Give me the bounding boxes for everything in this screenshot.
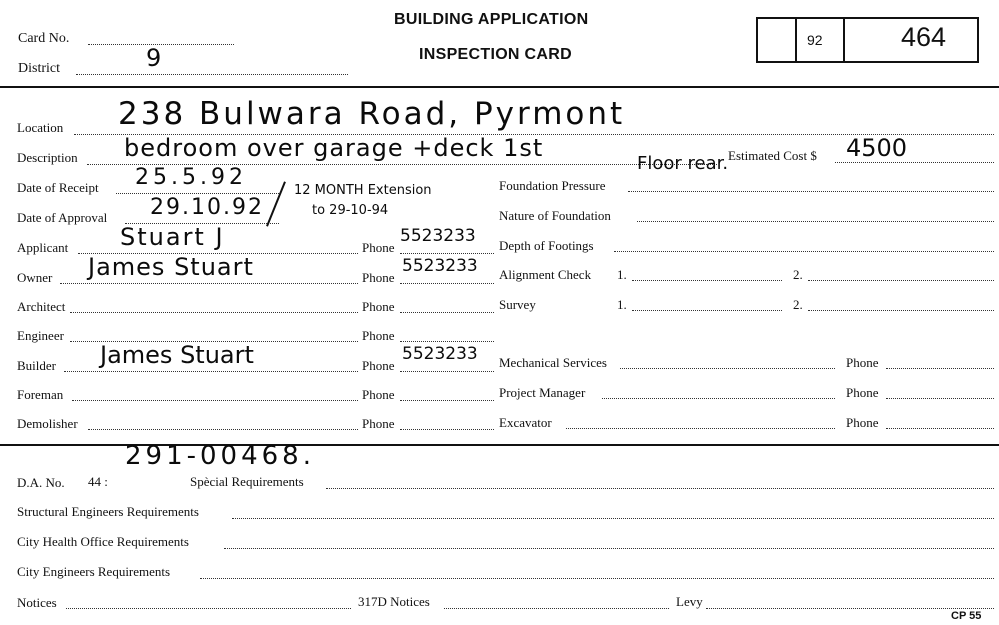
demolisher-phone-dotted-line <box>400 429 494 430</box>
card-no-label: Card No. <box>18 31 70 46</box>
architect-phone-dotted-line <box>400 312 494 313</box>
estimated-cost-label: Estimated Cost $ <box>728 148 817 163</box>
mechanical-phone-label: Phone <box>846 355 879 370</box>
builder-phone-dotted-line <box>400 371 494 372</box>
survey-label: Survey <box>499 297 536 312</box>
card-number: 464 <box>901 22 947 52</box>
special-requirements-label: Spècial Requirements <box>190 474 304 489</box>
city-engineers-label: City Engineers Requirements <box>17 564 171 579</box>
levy-label: Levy <box>676 594 703 609</box>
date-receipt-dotted-line <box>116 193 279 194</box>
district-dotted-line <box>76 74 348 75</box>
notices-label: Notices <box>17 595 57 610</box>
demolisher-label: Demolisher <box>17 416 78 431</box>
foundation-pressure-label: Foundation Pressure <box>499 178 606 193</box>
form-code: CP 55 <box>951 610 982 622</box>
description-label: Description <box>17 150 78 165</box>
architect-phone-label: Phone <box>362 299 395 314</box>
owner-phone-value: 5523233 <box>402 256 478 276</box>
depth-footings-label: Depth of Footings <box>499 238 594 253</box>
project-manager-dotted-line <box>602 398 835 399</box>
applicant-phone-label: Phone <box>362 240 395 255</box>
notices-317d-dotted-line <box>444 608 669 609</box>
excavator-label: Excavator <box>499 415 552 430</box>
foreman-phone-label: Phone <box>362 387 395 402</box>
architect-dotted-line <box>70 312 358 313</box>
demolisher-dotted-line <box>88 429 358 430</box>
alignment-check-1-dotted-line <box>632 280 782 281</box>
builder-label: Builder <box>17 358 56 373</box>
nature-foundation-dotted-line <box>637 221 994 222</box>
alignment-check-1-label: 1. <box>617 267 627 282</box>
location-label: Location <box>17 120 64 135</box>
date-approval-label: Date of Approval <box>17 210 108 225</box>
structural-engineers-label: Structural Engineers Requirements <box>17 504 199 519</box>
depth-footings-dotted-line <box>614 251 994 252</box>
extension-slash-mark <box>266 181 286 226</box>
notices-dotted-line <box>66 608 351 609</box>
date-receipt-value: 25.5.92 <box>135 165 247 190</box>
project-manager-label: Project Manager <box>499 385 586 400</box>
foreman-phone-dotted-line <box>400 400 494 401</box>
engineer-phone-dotted-line <box>400 341 494 342</box>
card-number-box <box>756 17 979 63</box>
notices-317d-label: 317D Notices <box>358 594 430 609</box>
engineer-label: Engineer <box>17 328 64 343</box>
form-title-line1: BUILDING APPLICATION <box>394 11 589 28</box>
card-year: 92 <box>807 32 823 48</box>
applicant-phone-value: 5523233 <box>400 226 476 246</box>
district-value: 9 <box>146 44 162 72</box>
extension-note-line2: to 29-10-94 <box>312 203 389 218</box>
applicant-label: Applicant <box>17 240 69 255</box>
estimated-cost-value: 4500 <box>846 134 908 162</box>
engineer-phone-label: Phone <box>362 328 395 343</box>
builder-dotted-line <box>64 371 358 372</box>
city-health-label: City Health Office Requirements <box>17 534 189 549</box>
da-no-label: D.A. No. <box>17 475 65 490</box>
survey-1-label: 1. <box>617 297 627 312</box>
location-value: 238 Bulwara Road, Pyrmont <box>118 96 626 132</box>
project-manager-phone-label: Phone <box>846 385 879 400</box>
city-health-dotted-line <box>224 548 994 549</box>
demolisher-phone-label: Phone <box>362 416 395 431</box>
date-approval-value: 29.10.92 <box>150 195 264 220</box>
extension-note-line1: 12 MONTH Extension <box>294 183 432 198</box>
description-value: bedroom over garage +deck 1st <box>124 134 544 162</box>
district-label: District <box>18 61 60 76</box>
levy-dotted-line <box>706 608 994 609</box>
owner-value: James Stuart <box>88 253 254 281</box>
owner-dotted-line <box>60 283 358 284</box>
survey-2-label: 2. <box>793 297 803 312</box>
alignment-check-label: Alignment Check <box>499 267 592 282</box>
header-divider <box>0 86 999 88</box>
alignment-check-2-dotted-line <box>808 280 994 281</box>
excavator-phone-label: Phone <box>846 415 879 430</box>
mechanical-phone-dotted-line <box>886 368 994 369</box>
owner-label: Owner <box>17 270 53 285</box>
architect-label: Architect <box>17 299 66 314</box>
card-year-cell <box>795 19 845 61</box>
da-handwritten-number: 291-00468. <box>125 441 315 471</box>
excavator-dotted-line <box>566 428 835 429</box>
estimated-cost-dotted-line <box>835 162 994 163</box>
foundation-pressure-dotted-line <box>628 191 994 192</box>
special-requirements-dotted-line <box>326 488 994 489</box>
survey-2-dotted-line <box>808 310 994 311</box>
project-manager-phone-dotted-line <box>886 398 994 399</box>
mechanical-services-dotted-line <box>620 368 835 369</box>
foreman-dotted-line <box>72 400 358 401</box>
nature-foundation-label: Nature of Foundation <box>499 208 611 223</box>
alignment-check-2-label: 2. <box>793 267 803 282</box>
builder-value: James Stuart <box>100 341 254 369</box>
builder-phone-label: Phone <box>362 358 395 373</box>
da-no-value: 44 : <box>88 474 108 489</box>
form-title-line2: INSPECTION CARD <box>419 46 572 63</box>
builder-phone-value: 5523233 <box>402 344 478 364</box>
survey-1-dotted-line <box>632 310 782 311</box>
foreman-label: Foreman <box>17 387 64 402</box>
structural-engineers-dotted-line <box>232 518 994 519</box>
card-number-cell <box>843 19 979 61</box>
owner-phone-label: Phone <box>362 270 395 285</box>
applicant-value: Stuart J <box>120 223 225 251</box>
applicant-phone-dotted-line <box>400 253 494 254</box>
excavator-phone-dotted-line <box>886 428 994 429</box>
owner-phone-dotted-line <box>400 283 494 284</box>
date-receipt-label: Date of Receipt <box>17 180 99 195</box>
description-value-line2: Floor rear. <box>637 153 729 174</box>
mechanical-services-label: Mechanical Services <box>499 355 607 370</box>
city-engineers-dotted-line <box>200 578 994 579</box>
